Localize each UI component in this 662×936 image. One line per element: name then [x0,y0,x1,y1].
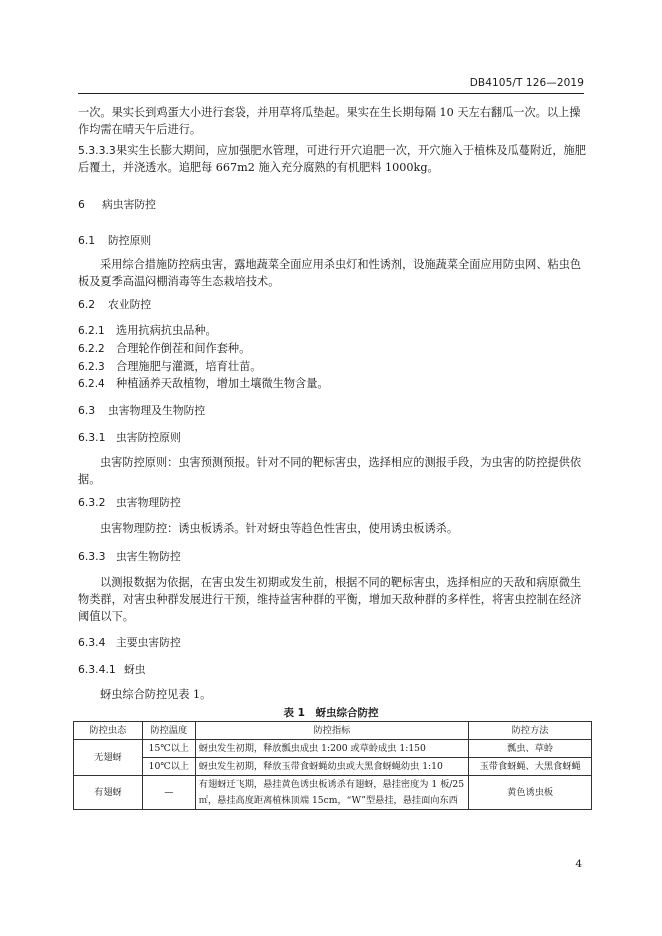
item-6-2-3 [78,358,588,376]
index-cell: 蚜虫发生初期，释放玉带食蚜蝇幼虫或大黑食蚜蝇幼虫 1:10 [195,758,468,776]
column-header: 防控虫态 [74,722,143,740]
heading-6-3-2 [78,494,588,511]
aphid-control-table [73,721,592,810]
heading-number: 6 [78,198,85,211]
paragraph-6-3-1: 虫害防控原则：虫害预测预报。针对不同的靶标害虫，选择相应的测报手段，为虫害的防控提供依据。 [78,456,582,486]
method-cell: 瓢虫、草蛉 [469,740,592,758]
item-text: 合理施肥与灌溉，培育壮苗。 [116,360,262,373]
heading-number: 6.3.4.1 [78,663,116,676]
heading-number: 6.3 [78,404,96,417]
heading-text: 病虫害防控 [102,198,156,211]
table-row [74,758,592,776]
heading-text: 农业防控 [108,298,152,311]
heading-6-3-1 [78,429,588,446]
paragraph-continuation: 一次。果实长到鸡蛋大小进行套袋，并用草将瓜垫起。果实在生长期每隔 10 天左右翻瓜一次。以上操作均需在晴天午后进行。 [78,106,581,136]
heading-6-3-4 [78,634,588,651]
heading-text: 虫害物理及生物防控 [108,404,206,417]
heading-text: 蚜虫 [124,663,146,676]
table-header-row [74,722,592,740]
heading-number: 6.3.3 [78,550,106,563]
heading-text: 防控原则 [108,234,152,247]
method-cell: 玉带食蚜蝇、大黑食蚜蝇 [469,758,592,776]
page-number: 4 [575,858,582,870]
method-cell: 黄色诱虫板 [469,776,592,810]
heading-number: 6.3.2 [78,496,106,509]
header-rule [78,93,584,94]
clause-number: 5.3.3.3 [78,144,116,157]
document-code: DB4105/T 126—2019 [469,77,584,89]
table-row [74,776,592,810]
item-number: 6.2.2 [78,343,105,355]
table-row [74,740,592,758]
column-header: 防控温度 [142,722,195,740]
item-number: 6.2.1 [78,325,105,337]
clause-5-3-3-3 [78,142,588,176]
heading-text: 虫害物理防控 [116,496,181,509]
temperature-cell: 15℃以上 [142,740,195,758]
paragraph-6-3-3: 以测报数据为依据，在害虫发生初期或发生前，根据不同的靶标害虫，选择相应的天敌和病原微生物类群，对害虫种群发展进行干预，维持益害种群的平衡，增加天敌种群的多样性，将害虫控制在经济阈值以下。 [78,576,582,623]
heading-6-3-3 [78,548,588,565]
item-text: 合理轮作倒茬和间作套种。 [116,342,251,355]
paragraph-6-3-4-1: 蚜虫综合防控见表 1。 [100,688,212,701]
heading-text: 虫害生物防控 [116,550,181,563]
item-number: 6.2.4 [78,378,105,390]
heading-6 [78,196,588,213]
item-6-2-1 [78,322,588,340]
item-6-2-4 [78,375,588,393]
heading-number: 6.2 [78,298,96,311]
item-text: 选用抗病抗虫品种。 [116,324,217,337]
heading-6-3 [78,402,588,419]
table-title: 表 1 蚜虫综合防控 [283,707,379,719]
heading-text: 虫害防控原则 [116,431,181,444]
heading-6-3-4-1 [78,661,588,678]
heading-number: 6.3.1 [78,431,106,444]
index-cell: 蚜虫发生初期，释放瓢虫成虫 1:200 或草蛉成虫 1:150 [195,740,468,758]
heading-6-1 [78,232,588,249]
heading-text: 主要虫害防控 [116,636,181,649]
state-cell: 有翅蚜 [74,776,143,810]
state-cell: 无翅蚜 [74,740,143,776]
column-header: 防控方法 [469,722,592,740]
temperature-cell: — [142,776,195,810]
item-6-2-2 [78,340,588,358]
paragraph-6-1: 采用综合措施防控病虫害，露地蔬菜全面应用杀虫灯和性诱剂，设施蔬菜全面应用防虫网、粘虫色板及夏季高温闷棚消毒等生态栽培技术。 [78,258,582,288]
clause-text: 果实生长膨大期间，应加强肥水管理，可进行开穴追肥一次，开穴施入于植株及瓜蔓附近，施肥后覆土，并浇透水。追肥每 667m2 施入充分腐熟的有机肥料 1000kg。 [78,144,586,174]
heading-6-2 [78,296,588,313]
paragraph-6-3-2: 虫害物理防控：诱虫板诱杀。针对蚜虫等趋色性害虫，使用诱虫板诱杀。 [100,522,459,535]
index-cell: 有翅蚜迁飞期，悬挂黄色诱虫板诱杀有翅蚜，悬挂密度为 1 板/25 ㎡，悬挂高度距离植株顶端 15cm，“W”型悬挂，悬挂面向东西 [195,776,468,810]
heading-number: 6.1 [78,234,96,247]
item-number: 6.2.3 [78,361,105,373]
item-text: 种植涵养天敌植物，增加土壤微生物含量。 [116,377,329,390]
column-header: 防控指标 [195,722,468,740]
heading-number: 6.3.4 [78,636,106,649]
temperature-cell: 10℃以上 [142,758,195,776]
